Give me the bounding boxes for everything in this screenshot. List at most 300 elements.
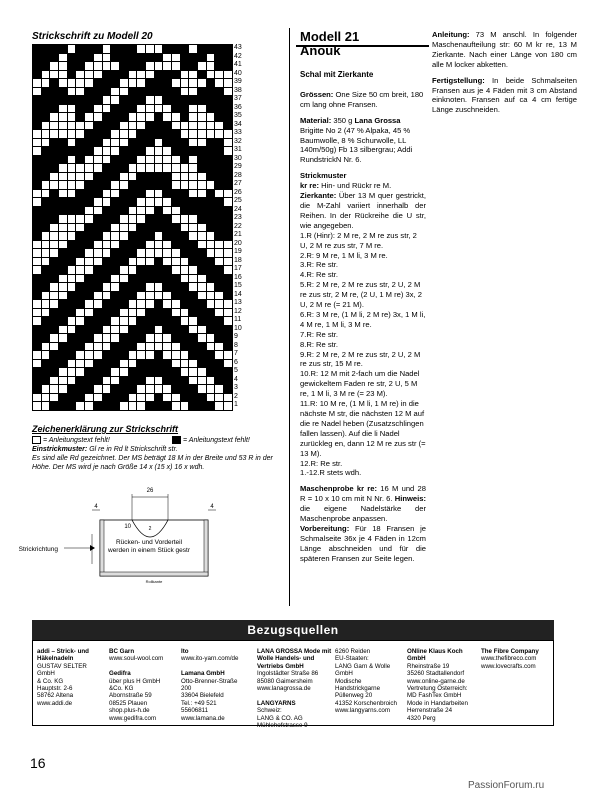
chart-cell: [198, 309, 207, 318]
chart-cell: [198, 122, 207, 131]
legend-title: Zeichenerklärung zur Strickschrift: [32, 424, 179, 434]
bottom-label: Rollkante: [145, 579, 163, 584]
chart-cell: [181, 122, 190, 131]
chart-cell: [181, 249, 190, 258]
chart-cell: [85, 45, 94, 54]
chart-cell: [42, 309, 51, 318]
chart-cell: [85, 394, 94, 403]
chart-cell: [224, 181, 233, 190]
chart-cell: [198, 385, 207, 394]
chart-cell: [215, 207, 224, 216]
chart-cell: [155, 317, 164, 326]
chart-cell: [137, 113, 146, 122]
chart-cell: [155, 71, 164, 80]
chart-cell: [215, 309, 224, 318]
chart-cell: [111, 360, 120, 369]
chart-cell: [189, 292, 198, 301]
chart-cell: [224, 130, 233, 139]
chart-cell: [172, 173, 181, 182]
chart-cell: [111, 173, 120, 182]
chart-cell: [85, 317, 94, 326]
chart-cell: [146, 275, 155, 284]
chart-cell: [59, 402, 68, 411]
chart-cell: [50, 249, 59, 258]
chart-cell: [207, 122, 216, 131]
chart-cell: [129, 71, 138, 80]
chart-cell: [155, 249, 164, 258]
chart-cell: [42, 377, 51, 386]
chart-cell: [76, 224, 85, 233]
row-number: 8: [234, 341, 238, 349]
chart-cell: [129, 360, 138, 369]
chart-cell: [94, 130, 103, 139]
chart-cell: [120, 88, 129, 97]
chart-cell: [137, 130, 146, 139]
chart-cell: [224, 198, 233, 207]
chart-cell: [68, 360, 77, 369]
chart-cell: [155, 79, 164, 88]
chart-cell: [137, 54, 146, 63]
chart-cell: [189, 402, 198, 411]
chart-cell: [42, 190, 51, 199]
chart-cell: [163, 139, 172, 148]
chart-cell: [68, 147, 77, 156]
chart-cell: [42, 334, 51, 343]
row-number: 15: [234, 282, 242, 289]
chart-cell: [155, 173, 164, 182]
chart-cell: [50, 360, 59, 369]
chart-cell: [163, 300, 172, 309]
chart-cell: [59, 309, 68, 318]
chart-cell: [172, 79, 181, 88]
chart-cell: [207, 249, 216, 258]
chart-cell: [120, 402, 129, 411]
chart-cell: [94, 88, 103, 97]
chart-cell: [129, 62, 138, 71]
chart-cell: [59, 45, 68, 54]
chart-cell: [155, 326, 164, 335]
chart-cell: [215, 215, 224, 224]
chart-cell: [50, 207, 59, 216]
model-subtitle: Schal mit Zierkante: [300, 70, 374, 79]
chart-cell: [137, 283, 146, 292]
chart-cell: [33, 88, 42, 97]
chart-cell: [94, 300, 103, 309]
chart-cell: [68, 377, 77, 386]
chart-cell: [94, 190, 103, 199]
chart-cell: [111, 266, 120, 275]
chart-cell: [50, 224, 59, 233]
chart-cell: [76, 181, 85, 190]
chart-cell: [59, 334, 68, 343]
chart-cell: [68, 215, 77, 224]
chart-cell: [50, 215, 59, 224]
chart-cell: [120, 275, 129, 284]
chart-cell: [103, 139, 112, 148]
chart-cell: [76, 215, 85, 224]
chart-cell: [172, 249, 181, 258]
chart-cell: [207, 207, 216, 216]
chart-cell: [68, 71, 77, 80]
chart-cell: [155, 292, 164, 301]
chart-cell: [50, 164, 59, 173]
chart-cell: [120, 62, 129, 71]
chart-cell: [111, 130, 120, 139]
chart-cell: [189, 105, 198, 114]
chart-cell: [111, 343, 120, 352]
chart-cell: [207, 275, 216, 284]
chart-cell: [85, 249, 94, 258]
chart-cell: [120, 207, 129, 216]
chart-cell: [76, 232, 85, 241]
row-number: 10: [234, 324, 242, 332]
chart-cell: [137, 402, 146, 411]
chart-cell: [111, 215, 120, 224]
chart-cell: [76, 62, 85, 71]
chart-cell: [85, 275, 94, 284]
chart-cell: [76, 394, 85, 403]
chart-cell: [33, 79, 42, 88]
chart-cell: [50, 283, 59, 292]
chart-cell: [189, 326, 198, 335]
chart-cell: [215, 139, 224, 148]
chart-cell: [76, 368, 85, 377]
chart-cell: [189, 351, 198, 360]
chart-cell: [181, 385, 190, 394]
row-instruction: 9.R: 2 M re, 2 M re zus str, 2 U, 2 M re zus str, 15 M re.: [300, 349, 421, 369]
chart-cell: [59, 130, 68, 139]
chart-cell: [85, 96, 94, 105]
chart-cell: [181, 181, 190, 190]
chart-cell: [33, 45, 42, 54]
chart-cell: [42, 88, 51, 97]
chart-cell: [146, 54, 155, 63]
chart-cell: [207, 300, 216, 309]
chart-cell: [198, 258, 207, 267]
chart-cell: [120, 139, 129, 148]
chart-cell: [146, 62, 155, 71]
row-number: 7: [234, 350, 238, 357]
source-entry: 6260 Reiden EU-Staaten: LANG Garn & Wolle GmbH Modische Handstrickgarne Püllenweg 20 41352 Korschenbroich www.langyarns.com: [335, 648, 397, 715]
chart-cell: [163, 334, 172, 343]
chart-cell: [50, 292, 59, 301]
chart-cell: [120, 190, 129, 199]
chart-cell: [224, 96, 233, 105]
chart-cell: [137, 317, 146, 326]
chart-cell: [76, 360, 85, 369]
chart-cell: [198, 181, 207, 190]
chart-cell: [94, 275, 103, 284]
chart-cell: [68, 351, 77, 360]
chart-cell: [111, 317, 120, 326]
chart-cell: [33, 283, 42, 292]
chart-cell: [215, 88, 224, 97]
chart-cell: [94, 181, 103, 190]
chart-cell: [120, 360, 129, 369]
chart-cell: [189, 181, 198, 190]
row-number: 22: [234, 222, 242, 230]
chart-cell: [146, 377, 155, 386]
chart-cell: [207, 394, 216, 403]
chart-cell: [111, 334, 120, 343]
chart-cell: [59, 266, 68, 275]
chart-cell: [103, 198, 112, 207]
chart-cell: [42, 258, 51, 267]
row-number: 31: [234, 146, 242, 153]
row-number: 26: [234, 188, 242, 196]
chart-cell: [94, 292, 103, 301]
chart-cell: [76, 241, 85, 250]
chart-cell: [68, 62, 77, 71]
chart-cell: [189, 215, 198, 224]
row-number: 24: [234, 205, 242, 213]
chart-cell: [33, 181, 42, 190]
row-number: 12: [234, 307, 242, 315]
chart-cell: [103, 54, 112, 63]
chart-cell: [207, 266, 216, 275]
chart-cell: [198, 173, 207, 182]
chart-cell: [68, 198, 77, 207]
chart-cell: [94, 207, 103, 216]
chart-cell: [172, 207, 181, 216]
source-entry: Ito www.ito-yarn.com/de Lamana GmbH Otto-Brenner-Straße 200 33604 Bielefeld Tel.: +49 521 55606811 www.lamana.de: [181, 648, 239, 722]
chart-cell: [146, 130, 155, 139]
chart-cell: [85, 385, 94, 394]
chart-cell: [155, 266, 164, 275]
chart-cell: [103, 215, 112, 224]
chart-cell: [198, 207, 207, 216]
chart-cell: [224, 266, 233, 275]
chart-cell: [163, 317, 172, 326]
chart-cell: [172, 147, 181, 156]
row-instruction: 3.R: Re str.: [300, 260, 338, 270]
chart-cell: [224, 88, 233, 97]
chart-cell: [94, 326, 103, 335]
chart-cell: [76, 317, 85, 326]
chart-cell: [146, 241, 155, 250]
chart-cell: [94, 147, 103, 156]
chart-cell: [155, 402, 164, 411]
chart-cell: [163, 258, 172, 267]
row-number: 39: [234, 78, 242, 85]
row-instruction: 11.R: 10 M re, (1 M li, 1 M re) in die nächste M str, die nächsten 12 M auf die re Nadel heben (Zusatzschlingen fallen lassen). Auf die li Nadel zurückleg en, dann 12 M re zus str (= 13 M).: [300, 399, 426, 458]
chart-cell: [68, 283, 77, 292]
chart-cell: [172, 343, 181, 352]
chart-cell: [198, 241, 207, 250]
chart-cell: [172, 113, 181, 122]
chart-cell: [207, 309, 216, 318]
chart-cell: [50, 258, 59, 267]
chart-cell: [85, 224, 94, 233]
chart-cell: [50, 241, 59, 250]
chart-cell: [111, 164, 120, 173]
chart-cell: [94, 105, 103, 114]
chart-cell: [181, 368, 190, 377]
chart-cell: [85, 156, 94, 165]
chart-cell: [103, 207, 112, 216]
chart-title: Strickschrift zu Modell 20: [32, 31, 153, 42]
chart-cell: [120, 181, 129, 190]
chart-cell: [207, 241, 216, 250]
chart-cell: [76, 266, 85, 275]
chart-cell: [33, 275, 42, 284]
dim-right: 4: [210, 504, 214, 510]
chart-cell: [207, 360, 216, 369]
chart-cell: [172, 368, 181, 377]
chart-cell: [50, 317, 59, 326]
row-number: 41: [234, 61, 242, 68]
chart-cell: [68, 181, 77, 190]
chart-cell: [42, 232, 51, 241]
chart-cell: [120, 105, 129, 114]
row-number: 5: [234, 367, 238, 374]
chart-cell: [215, 334, 224, 343]
chart-cell: [50, 266, 59, 275]
chart-cell: [94, 96, 103, 105]
row-number: 13: [234, 299, 242, 306]
chart-cell: [215, 249, 224, 258]
chart-cell: [189, 164, 198, 173]
chart-cell: [111, 309, 120, 318]
chart-cell: [33, 232, 42, 241]
chart-cell: [120, 343, 129, 352]
chart-cell: [129, 343, 138, 352]
chart-cell: [59, 173, 68, 182]
chart-cell: [215, 283, 224, 292]
chart-cell: [198, 79, 207, 88]
chart-cell: [76, 164, 85, 173]
chart-cell: [103, 173, 112, 182]
chart-cell: [163, 96, 172, 105]
chart-cell: [68, 224, 77, 233]
chart-cell: [120, 351, 129, 360]
chart-cell: [129, 130, 138, 139]
chart-cell: [103, 385, 112, 394]
chart-cell: [215, 113, 224, 122]
chart-cell: [163, 368, 172, 377]
chart-cell: [50, 309, 59, 318]
chart-cell: [42, 300, 51, 309]
chart-cell: [181, 326, 190, 335]
chart-cell: [94, 224, 103, 233]
chart-cell: [155, 241, 164, 250]
chart-cell: [224, 164, 233, 173]
column-divider: [289, 28, 290, 606]
chart-cell: [68, 309, 77, 318]
chart-cell: [94, 343, 103, 352]
model-title: Modell 21: [300, 29, 360, 44]
chart-cell: [181, 113, 190, 122]
chart-cell: [68, 249, 77, 258]
chart-cell: [68, 79, 77, 88]
chart-cell: [33, 300, 42, 309]
chart-cell: [85, 190, 94, 199]
chart-cell: [76, 334, 85, 343]
chart-cell: [224, 351, 233, 360]
chart-cell: [129, 309, 138, 318]
chart-cell: [198, 292, 207, 301]
row-instruction: 6.R: 3 M re, (1 M li, 2 M re) 3x, 1 M li, 4 M re, 1 M li, 3 M re.: [300, 309, 426, 329]
row-instruction: 10.R: 12 M mit 2-fach um die Nadel gewickeltem Faden re str, 2 U, 5 M re, 1 M li, 3 M re (= 23 M).: [300, 369, 420, 399]
chart-cell: [76, 54, 85, 63]
chart-cell: [189, 258, 198, 267]
chart-cell: [94, 198, 103, 207]
chart-cell: [172, 88, 181, 97]
chart-cell: [50, 334, 59, 343]
chart-cell: [146, 198, 155, 207]
chart-cell: [111, 224, 120, 233]
chart-cell: [215, 181, 224, 190]
chart-cell: [155, 215, 164, 224]
chart-cell: [111, 45, 120, 54]
chart-cell: [215, 385, 224, 394]
chart-cell: [68, 139, 77, 148]
row-number: 33: [234, 129, 242, 136]
chart-cell: [129, 113, 138, 122]
chart-cell: [94, 173, 103, 182]
chart-cell: [155, 258, 164, 267]
chart-cell: [94, 232, 103, 241]
chart-cell: [215, 130, 224, 139]
chart-cell: [85, 351, 94, 360]
row-number: 18: [234, 256, 242, 264]
row-number: 14: [234, 290, 242, 298]
chart-cell: [172, 275, 181, 284]
chart-cell: [207, 198, 216, 207]
chart-cell: [76, 283, 85, 292]
chart-cell: [137, 360, 146, 369]
chart-cell: [42, 96, 51, 105]
chart-cell: [172, 190, 181, 199]
chart-cell: [155, 139, 164, 148]
chart-cell: [137, 266, 146, 275]
chart-cell: [85, 377, 94, 386]
chart-cell: [85, 164, 94, 173]
chart-cell: [68, 105, 77, 114]
chart-cell: [172, 317, 181, 326]
chart-cell: [137, 215, 146, 224]
chart-cell: [76, 156, 85, 165]
chart-cell: [33, 147, 42, 156]
row-instructions: [300, 231, 426, 479]
chart-cell: [42, 139, 51, 148]
chart-cell: [85, 88, 94, 97]
chart-cell: [68, 96, 77, 105]
chart-cell: [224, 368, 233, 377]
chart-cell: [33, 113, 42, 122]
chart-cell: [33, 156, 42, 165]
knitting-chart-grid: [32, 44, 233, 411]
chart-cell: [163, 385, 172, 394]
chart-cell: [33, 190, 42, 199]
chart-cell: [155, 122, 164, 131]
chart-cell: [85, 79, 94, 88]
chart-cell: [111, 207, 120, 216]
chart-cell: [146, 334, 155, 343]
chart-cell: [207, 283, 216, 292]
chart-cell: [103, 360, 112, 369]
chart-cell: [189, 54, 198, 63]
chart-cell: [76, 326, 85, 335]
chart-cell: [215, 300, 224, 309]
chart-cell: [163, 207, 172, 216]
chart-cell: [189, 173, 198, 182]
chart-cell: [50, 147, 59, 156]
chart-cell: [172, 232, 181, 241]
chart-cell: [85, 139, 94, 148]
chart-cell: [68, 266, 77, 275]
empty-box-icon: [32, 436, 41, 444]
